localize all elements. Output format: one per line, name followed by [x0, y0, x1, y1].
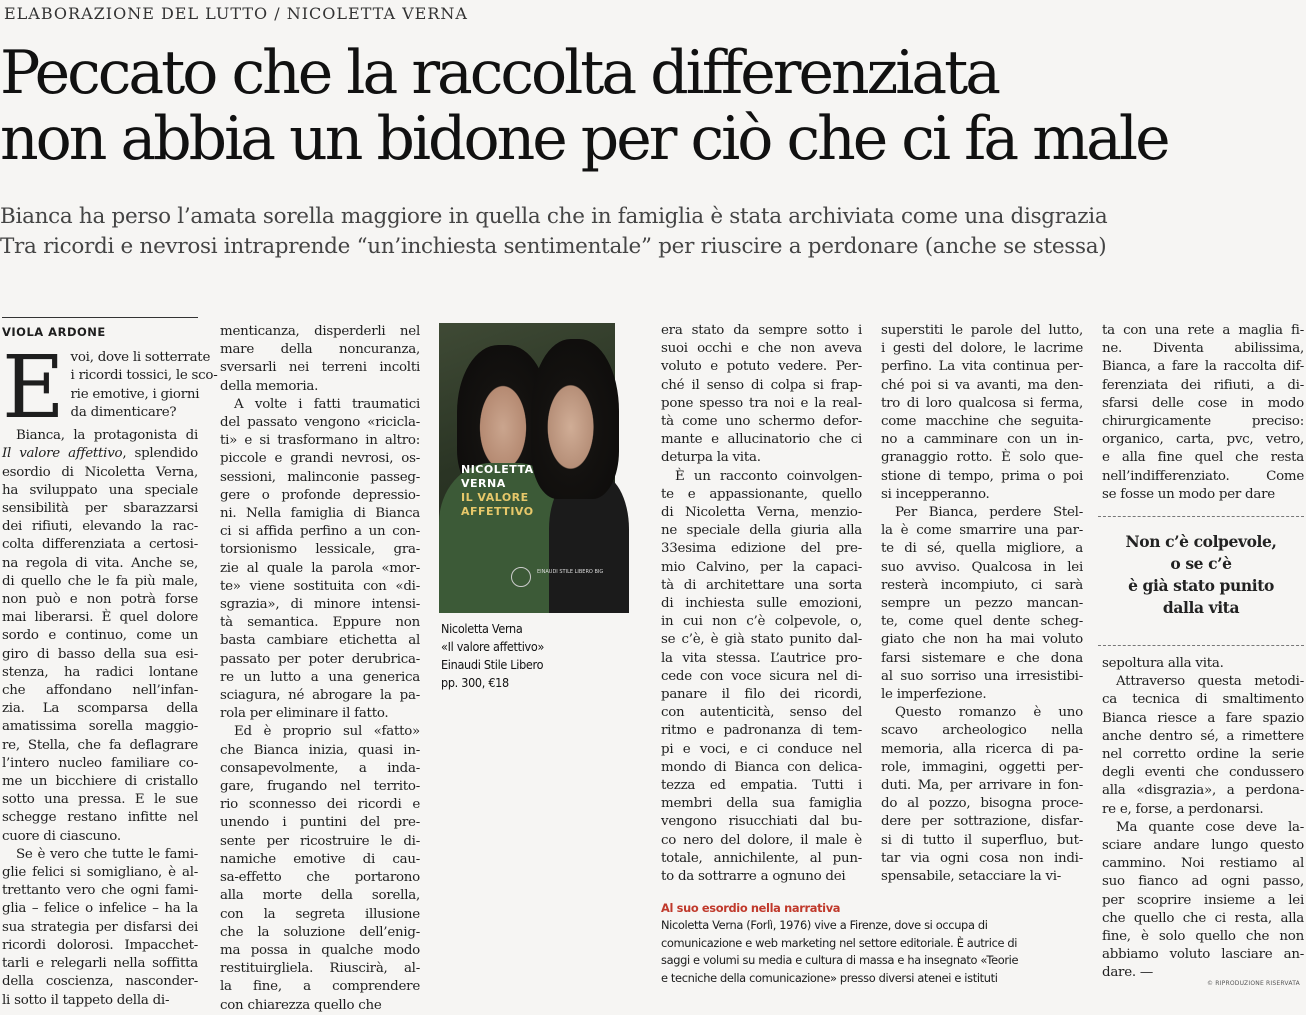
cover-publisher: EINAUDI STILE LIBERO BIG — [537, 569, 604, 575]
text-line: role, immagini, oggetti per- — [881, 759, 1083, 775]
text-line: sciare andare lungo questo — [1102, 838, 1304, 854]
text-line: ritmo e padronanza di tem- — [661, 723, 862, 739]
book-caption — [441, 620, 601, 692]
byline: VIOLA ARDONE — [2, 317, 198, 341]
text-line: totale, annichilente, al pun- — [661, 850, 862, 866]
text-line: Bianca, la protagonista di — [16, 428, 198, 444]
pull-quote — [1098, 516, 1304, 646]
text-line: abbiamo voluto lasciare an- — [1102, 947, 1304, 963]
text-line: in cui non c’è colpevole, o, — [661, 614, 862, 630]
text-line: se c’è, è già stato punito dal- — [661, 632, 862, 648]
text-line: È un racconto coinvolgen- — [675, 468, 862, 484]
bio-line: Nicoletta Verna (Forlì, 1976) vive a Firenze, dove si occupa di — [661, 918, 988, 933]
publisher-logo — [511, 567, 531, 587]
caption-line: «Il valore affettivo» — [441, 639, 545, 654]
text-line: spensabile, setacciare la vi- — [881, 869, 1062, 885]
text-line: mondo di Bianca con delica- — [661, 759, 862, 775]
text-line: Bianca riesce a fare spazio — [1102, 710, 1304, 726]
text-line: membri della sua famiglia — [661, 796, 862, 812]
article-column-4 — [881, 322, 1083, 886]
text-line: ti» e si trasformano in altro: — [220, 433, 420, 449]
text-line: la è come smarrire una par- — [881, 523, 1083, 539]
text-line: al suo sorriso una irresistibi- — [881, 668, 1083, 684]
text-line: ne speciale della giuria alla — [661, 523, 862, 539]
text-line: menticanza, disperderli nel — [220, 324, 420, 339]
text-line: to da sottrarre a ognuno dei — [661, 869, 846, 885]
text-line: esordio di Nicoletta Verna, — [2, 464, 198, 480]
text-line: mare della noncuranza, — [220, 342, 420, 358]
text-line: li sotto il tappeto della di- — [2, 992, 170, 1008]
text-line: stione di tempo, prima o poi — [881, 468, 1083, 484]
text-line: nel corretto ordine la serie — [1102, 747, 1304, 763]
text-line: ha sviluppato una speciale — [2, 482, 198, 498]
text-line: era stato da sempre sotto i — [661, 323, 862, 338]
drop-cap: E — [2, 338, 65, 439]
text-line: suoi occhi e che non aveva — [661, 341, 862, 357]
text-line: torsionismo lessicale, gra- — [220, 542, 420, 558]
text-line: di Nicoletta Verna, menzio- — [661, 505, 862, 521]
text-line: mante e allucinatorio che ci — [661, 432, 862, 448]
text-line: panare il filo dei ricordi, — [661, 687, 862, 703]
text-line: re, Stella, che fa deflagrare — [2, 737, 198, 753]
text-line: di inchiesta sulle emozioni, — [661, 596, 862, 612]
text-line: granaggio rotto. È solo que- — [881, 450, 1083, 466]
text-line: alla «disgrazia», a perdona- — [1102, 783, 1304, 799]
text-line: del passato vengono «ricicla- — [220, 415, 420, 431]
section-kicker: ELABORAZIONE DEL LUTTO / NICOLETTA VERNA — [4, 4, 468, 23]
text-line: me un bicchiere di cristallo — [2, 774, 198, 790]
text-line: stenza, ha radici lontane — [2, 664, 198, 680]
text-line: dere per sottrazione, disfar- — [881, 814, 1083, 830]
text-line: la vita stessa. L’autrice pro- — [661, 650, 862, 666]
text-line: suo avviso. Qualcosa in lei — [881, 559, 1083, 575]
text-line: no a camminare con un in- — [881, 432, 1083, 448]
cover-title-block — [461, 463, 571, 519]
text-line: schegge restano infitte nel — [2, 810, 198, 826]
text-line: sa-effetto che portarono — [220, 870, 420, 886]
text-line: sepoltura alla vita. — [1102, 656, 1224, 671]
text-line: e alla fine quel che resta — [1102, 450, 1304, 466]
cover-title: IL VALORE AFFETTIVO — [461, 491, 534, 518]
text-line: di quello che le fa più male, — [2, 573, 198, 589]
text-line: rie emotive, i giorni — [70, 386, 200, 402]
text-line: sessioni, malinconie passeg- — [220, 469, 420, 485]
text-line: te e appassionante, quello — [661, 486, 862, 502]
text-line: ricordi dolorosi. Impacchet- — [2, 937, 198, 953]
text-line: superstiti le parole del lutto, — [881, 323, 1083, 338]
text-line: si incepperanno. — [881, 486, 990, 502]
article-column-2 — [220, 323, 420, 1015]
text-line: Il valore affettivo, splendido — [2, 446, 198, 462]
text-line: che la soluzione dell’enig- — [220, 924, 420, 940]
text-line: glie felici si somigliano, è al- — [2, 865, 198, 881]
text-line: nell’indifferenziato. Come — [1102, 468, 1304, 484]
headline-line: non abbia un bidone per ciò che ci fa male — [0, 104, 1168, 174]
text-line: che quello che ci resta, alla — [1102, 910, 1304, 926]
text-line: sversarli nei terreni incolti — [220, 360, 420, 376]
text-line: re e, forse, a perdonarsi. — [1102, 801, 1264, 817]
text-line: basta cambiare etichetta al — [220, 633, 420, 649]
text-line: tro di loro qualcosa si ferma, — [881, 395, 1083, 411]
text-line: con autenticità, senso del — [661, 705, 862, 721]
bio-line: e tecniche della comunicazione» presso diversi atenei e istituti — [661, 970, 998, 985]
text-line: cuore di ciascuno. — [2, 828, 121, 844]
article-column-1 — [2, 317, 218, 1010]
text-line: se fosse un modo per dare — [1102, 486, 1275, 502]
text-line: ni. Nella famiglia di Bianca — [220, 506, 420, 522]
headline-line: Peccato che la raccolta differenziata — [0, 38, 999, 108]
text-line: sotto una pressa. E le sue — [2, 792, 198, 808]
text-line: ta con una rete a maglia fi- — [1102, 323, 1304, 338]
cover-author: NICOLETTA VERNA — [461, 463, 534, 490]
text-line: Per Bianca, perdere Stel- — [895, 505, 1083, 521]
text-line: pi e voci, e ci conduce nel — [661, 741, 862, 757]
text-line: che affondano nell’infan- — [2, 683, 198, 699]
text-line: i ricordi tossici, le sco- — [70, 368, 218, 384]
text-line: giato che non ha mai voluto — [881, 632, 1083, 648]
text-line: fine, è solo quello che non — [1102, 929, 1304, 945]
text-line: mio Calvino, per la capaci- — [661, 559, 862, 575]
text-line: memoria, alla ricerca di pa- — [881, 741, 1083, 757]
text-line: A volte i fatti traumatici — [234, 396, 420, 412]
text-line: do al pozzo, bisogna proce- — [881, 796, 1083, 812]
text-line: farsi sistemare e che dona — [881, 650, 1083, 666]
book-title-italic: Il valore affettivo — [2, 446, 123, 462]
text-line: cammino. Noi restiamo al — [1102, 856, 1304, 872]
text-line: cede con voce sicura nel di- — [661, 668, 862, 684]
pull-quote-line: dalla vita — [1162, 598, 1240, 617]
bio-heading: Al suo esordio nella narrativa — [661, 901, 841, 915]
text-line: amatissima sorella maggio- — [2, 719, 198, 735]
text-line: tà come uno schermo defor- — [661, 414, 862, 430]
text-line: ca tecnica di smaltimento — [1102, 692, 1304, 708]
bio-line: saggi e volumi su media e cultura di massa e ha insegnato «Teorie — [661, 953, 1019, 968]
subhead-line: Tra ricordi e nevrosi intraprende “un’inchiesta sentimentale” per riuscire a perdonare (anche se stessa) — [0, 234, 1107, 259]
text-line: sente per ricostruire le di- — [220, 833, 420, 849]
article-column-5-bottom — [1102, 655, 1304, 983]
text-line: dei rifiuti, elevando la rac- — [2, 519, 198, 535]
text-line: Bianca, a fare la raccolta dif- — [1102, 359, 1304, 375]
text-line: consapevolmente, a inda- — [220, 760, 420, 776]
text-line: perfino. La vita continua per- — [881, 359, 1083, 375]
text-line: ne. Diventa abilissima, — [1102, 341, 1304, 357]
caption-line: Nicoletta Verna — [441, 621, 523, 636]
text-line: voi, dove li sotterrate — [70, 350, 211, 366]
text-line: Attraverso questa metodi- — [1116, 674, 1304, 690]
caption-line: pp. 300, €18 — [441, 675, 509, 690]
text-line: mai liberarsi. È quel dolore — [2, 610, 198, 626]
text-line: te, come quel dente scheg- — [881, 614, 1083, 630]
text-line: colta differenziata a certosi- — [2, 537, 198, 553]
text-line: ci si affida perfino a un con- — [220, 524, 420, 540]
text-line: sempre un pezzo mancan- — [881, 596, 1083, 612]
text-line: rola per eliminare il fatto. — [220, 706, 389, 722]
text-line: ché il senso di colpa si frap- — [661, 377, 862, 393]
text-line: piccole e grandi nevrosi, os- — [220, 451, 420, 467]
text-line: con la segreta illusione — [220, 906, 420, 922]
text-line: come macchine che seguita- — [881, 414, 1083, 430]
text-line: che Bianca inizia, quasi in- — [220, 742, 420, 758]
text-line: unendo i puntini del pre- — [220, 815, 420, 831]
text-line: voluto e potuto vedere. Per- — [661, 359, 862, 375]
text-line: organico, carta, pvc, vetro, — [1102, 432, 1304, 448]
text-line: suo fianco ad ogni passo, — [1102, 874, 1304, 890]
text-line: Ma quante cose deve la- — [1116, 819, 1304, 835]
text-line: tà semantica. Eppure non — [220, 615, 420, 631]
text-line: sciagura, né abrogare la pa- — [220, 688, 420, 704]
text-line: sua strategia per disfarsi dei — [2, 919, 198, 935]
text-line: degli eventi che condussero — [1102, 765, 1304, 781]
text-line: gere o profonde depressio- — [220, 487, 420, 503]
text-line: ma possa in qualche modo — [220, 942, 420, 958]
text-line: con chiarezza quello che — [220, 997, 382, 1013]
text-line: zie al quale la parola «mor- — [220, 560, 420, 576]
text-line: sgrazia», di minore intensi- — [220, 597, 420, 613]
text-line: restituirgliela. Riuscirà, al- — [220, 961, 420, 977]
text-line: della memoria. — [220, 378, 319, 394]
article-column-3 — [661, 322, 862, 886]
text-line: co nero del dolore, il male è — [661, 832, 862, 848]
text-line: na regola di vita. Anche se, — [2, 555, 198, 571]
pull-quote-line: Non c’è colpevole, — [1125, 532, 1277, 551]
text-line: namiche emotive di cau- — [220, 851, 420, 867]
text-line: sensibilità per sbarazzarsi — [2, 501, 198, 517]
text-line: la fine, a comprendere — [220, 979, 420, 995]
text-line: Se è vero che tutte le fami- — [16, 846, 198, 862]
text-line: tar via ogni cosa non indi- — [881, 850, 1083, 866]
text-line: ferenziata dei rifiuti, a di- — [1102, 377, 1304, 393]
text-line: glia – felice o infelice – ha la — [2, 901, 198, 917]
headline — [0, 40, 1306, 172]
text-line: tarli e relegarli nella soffitta — [2, 956, 198, 972]
text-line: 33esima edizione del pre- — [661, 541, 862, 557]
text-line: Ed è proprio sul «fatto» — [234, 724, 420, 740]
text-line: tà di architettare una sorta — [661, 577, 862, 593]
text-line: non può e non potrà forse — [2, 592, 198, 608]
text-line: deturpa la vita. — [661, 450, 761, 466]
pull-quote-line: o se c’è — [1170, 554, 1232, 573]
text-line: sfarsi delle cose in modo — [1102, 395, 1304, 411]
text-line: della coscienza, nasconder- — [2, 974, 198, 990]
subheadline — [0, 202, 1306, 262]
pull-quote-line: è già stato punito — [1128, 576, 1274, 595]
subhead-line: Bianca ha perso l’amata sorella maggiore in quella che in famiglia è stata archiviata come una disgrazia — [0, 204, 1108, 229]
text-line: resterà incompiuto, ci sarà — [881, 577, 1083, 593]
text-line: giro di basso della sua esi- — [2, 646, 198, 662]
text-line: per scoprire insieme a lei — [1102, 892, 1304, 908]
text-line: le imperfezione. — [881, 687, 987, 703]
text-line: re un lutto a una generica — [220, 669, 420, 685]
text-line: l’intero nucleo familiare co- — [2, 755, 198, 771]
copyright-notice: © RIPRODUZIONE RISERVATA — [1207, 980, 1300, 987]
text-line: chirurgicamente preciso: — [1102, 414, 1304, 430]
text-line: i gesti del dolore, le lacrime — [881, 341, 1083, 357]
text-line: Questo romanzo è uno — [895, 705, 1083, 721]
article-column-5-top — [1102, 322, 1304, 504]
text-line: duti. Ma, per arrivare in fon- — [881, 778, 1083, 794]
text-line: vengono risucchiati dal bu- — [661, 814, 862, 830]
text-line: pone spesso tra noi e la real- — [661, 395, 862, 411]
book-cover-image — [439, 323, 615, 600]
text-line: dare. — — [1102, 965, 1154, 981]
text-line: anche dentro sé, a rimettere — [1102, 728, 1304, 744]
caption-line: Einaudi Stile Libero — [441, 657, 544, 672]
text-line: passato per poter derubrica- — [220, 651, 420, 667]
text-line: si di tutto il superfluo, but- — [881, 832, 1083, 848]
text-line: da dimenticare? — [70, 404, 177, 420]
text-line: sordo e continuo, come un — [2, 628, 198, 644]
text-line: rio sconnesso dei ricordi e — [220, 797, 420, 813]
text-line: gare, frugando nel territo- — [220, 779, 420, 795]
text-line: ché poi si va avanti, ma den- — [881, 377, 1083, 393]
text-line: te di sé, quella migliore, a — [881, 541, 1083, 557]
text-line: te» viene sostituita con «di- — [220, 578, 420, 594]
text-line: scavo archeologico nella — [881, 723, 1083, 739]
text-line: tezza ed empatia. Tutti i — [661, 778, 862, 794]
author-bio-box — [661, 900, 1081, 987]
text-line: trettanto vero che ogni fami- — [2, 883, 198, 899]
text-line: zia. La scomparsa della — [2, 701, 198, 717]
bio-line: comunicazione e web marketing nel settore editoriale. È autrice di — [661, 935, 1018, 950]
text-line: alla morte della sorella, — [220, 888, 420, 904]
